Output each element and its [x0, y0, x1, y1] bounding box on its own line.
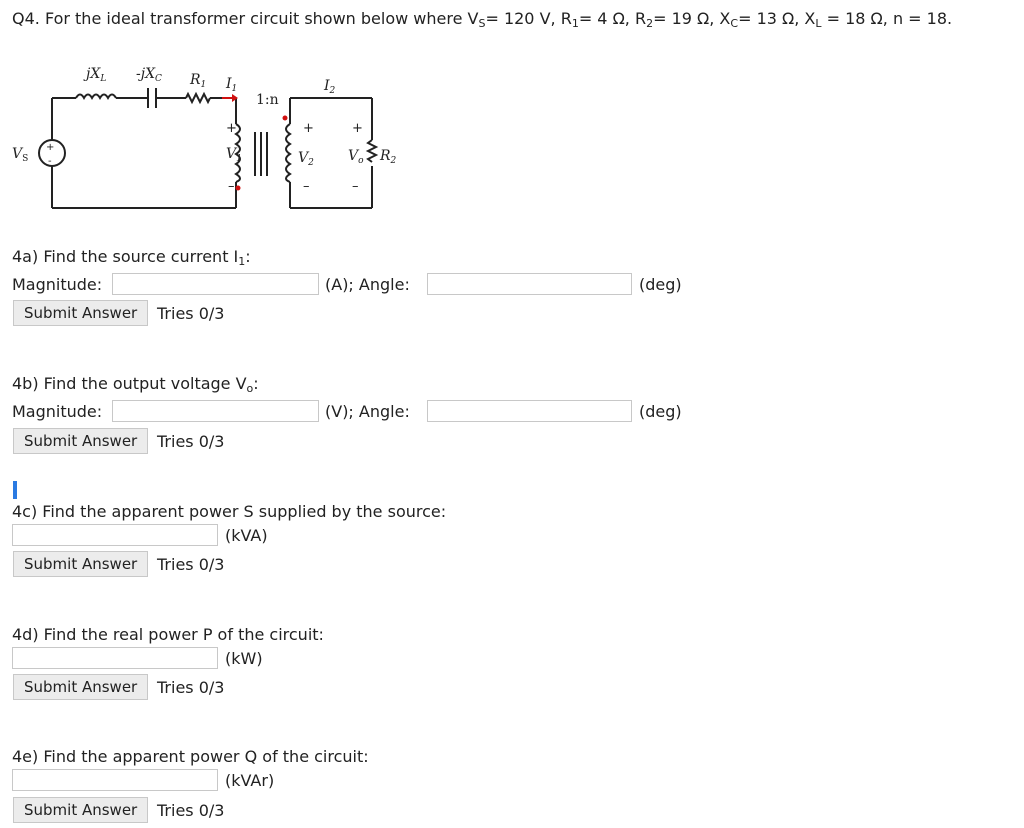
- svg-text:+: +: [352, 121, 363, 136]
- svg-text:jXL: $jX_L$: [86, 66, 107, 84]
- part-e-tries: Tries 0/3: [157, 801, 225, 820]
- part-b-deg-label: (deg): [639, 401, 682, 421]
- part-c-submit-button[interactable]: Submit Answer: [13, 551, 148, 577]
- part-c-answer-row: [12, 522, 268, 548]
- part-d-tries: Tries 0/3: [157, 678, 225, 697]
- part-a-magnitude-input[interactable]: [112, 273, 319, 295]
- svg-text:–: –: [352, 179, 359, 194]
- svg-text:V2: $V_2$: [298, 150, 314, 168]
- svg-text:+: +: [226, 121, 237, 136]
- svg-text:+: +: [303, 121, 314, 136]
- part-b-heading: 4b) Find the output voltage Vo:: [12, 374, 259, 395]
- part-b-magnitude-input[interactable]: [112, 400, 319, 422]
- part-d-input[interactable]: [12, 647, 218, 669]
- text-cursor: [13, 481, 17, 499]
- part-d-answer-row: [12, 645, 263, 671]
- circuit-diagram: [0, 52, 400, 222]
- part-a-angle-input[interactable]: [427, 273, 632, 295]
- question-title: Q4. For the ideal transformer circuit shown below where VS= 120 V, R1= 4 Ω, R2= 19 Ω, XC= 13 Ω, XL = 18 Ω, n = 18.: [12, 9, 953, 30]
- svg-text:+: +: [46, 142, 55, 153]
- part-e-unit: (kVAr): [225, 770, 275, 790]
- part-b-answer-row: [12, 398, 682, 424]
- svg-text:R2: $R_2$: [380, 148, 397, 166]
- svg-text:VS: $V_S$: [12, 146, 29, 164]
- part-e-submit-button[interactable]: Submit Answer: [13, 797, 148, 823]
- part-a-tries: Tries 0/3: [157, 304, 225, 323]
- part-e-input[interactable]: [12, 769, 218, 791]
- part-e-heading: 4e) Find the apparent power Q of the circuit:: [12, 747, 369, 766]
- part-c-tries: Tries 0/3: [157, 555, 225, 574]
- magnitude-label: Magnitude:: [12, 274, 103, 294]
- svg-text:R1: $R_1$: [190, 72, 207, 90]
- magnitude-label: Magnitude:: [12, 401, 103, 421]
- part-c-input[interactable]: [12, 524, 218, 546]
- part-a-deg-label: (deg): [639, 274, 682, 294]
- part-a-unit-angle-label: (A); Angle:: [325, 274, 410, 294]
- svg-text:I2: $I_2$: [324, 78, 336, 96]
- part-c-heading: 4c) Find the apparent power S supplied by the source:: [12, 502, 447, 521]
- part-a-answer-row: [12, 271, 682, 297]
- svg-text:I1: $I_1$: [226, 76, 238, 94]
- part-d-unit: (kW): [225, 648, 263, 668]
- part-c-unit: (kVA): [225, 525, 268, 545]
- svg-text:-jXC: $-jX_C$: [136, 66, 162, 84]
- part-b-unit-angle-label: (V); Angle:: [325, 401, 410, 421]
- part-e-answer-row: [12, 767, 274, 793]
- part-b-tries: Tries 0/3: [157, 432, 225, 451]
- svg-text:–: –: [228, 179, 235, 194]
- part-b-angle-input[interactable]: [427, 400, 632, 422]
- part-a-submit-button[interactable]: Submit Answer: [13, 300, 148, 326]
- svg-text:V1: $V_1$: [226, 146, 242, 164]
- part-a-heading: 4a) Find the source current I1:: [12, 247, 251, 268]
- svg-text:–: –: [303, 179, 310, 194]
- svg-text:1:n: 1:n: [256, 92, 279, 108]
- part-b-submit-button[interactable]: Submit Answer: [13, 428, 148, 454]
- svg-text:-: -: [48, 156, 52, 167]
- svg-text:Vo: $V_o$: [348, 148, 364, 166]
- part-d-heading: 4d) Find the real power P of the circuit:: [12, 625, 324, 644]
- part-d-submit-button[interactable]: Submit Answer: [13, 674, 148, 700]
